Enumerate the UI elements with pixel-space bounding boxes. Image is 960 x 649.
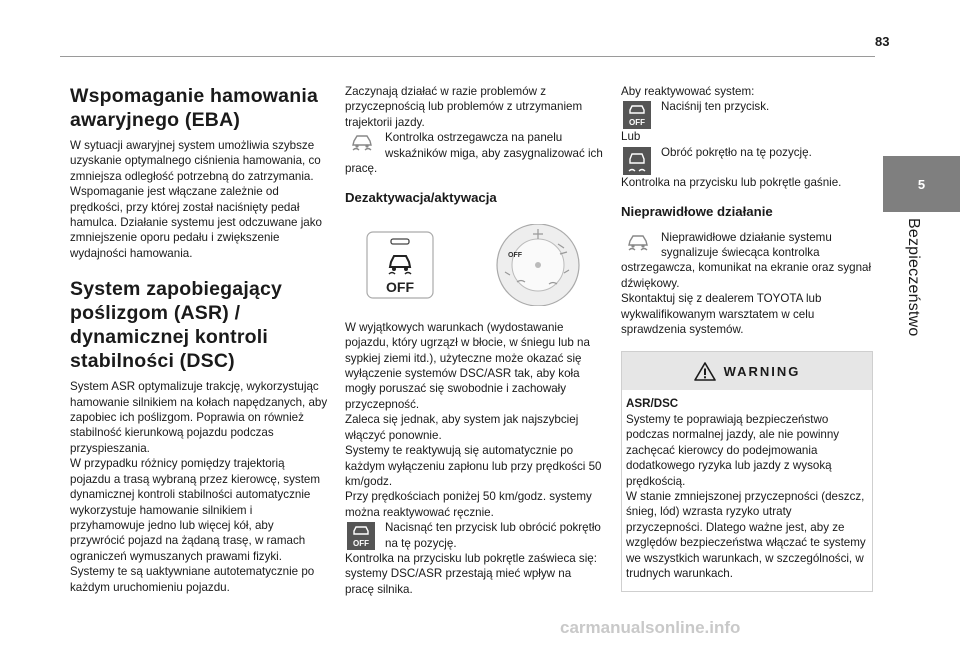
malfunction-text: Nieprawidłowe działanie systemu sygnalizuje świecąca kontrolka ostrzegawcza, komunikat na ekranie oraz sygnał dźwiękowy.	[621, 230, 872, 290]
intro-text: Zaczynają działać w razie problemów z przyczepnością lub problemów z utrzymaniem trajektorii jazdy.	[345, 85, 583, 129]
asr-text: System ASR optymalizuje trakcję, wykorzystując hamowanie silnikiem na kołach napędzanych, aby zapobiec ich poślizgom. Poprawia on również stabilność kierunkową pojazdu podczas przyspieszania.	[70, 380, 328, 455]
heading-deactivation: Dezaktywacja/aktywacja	[345, 190, 497, 206]
warning-text-2: W stanie zmniejszonej przyczepności (deszcz, śnieg, lód) wzrasta ryzyko utraty przyczepności. Dlatego ważne jest, aby ze względów bezpieczeństwa włączać te systemy we wszystkich warunkach, w szczególności, w trudnych warunkach.	[626, 489, 866, 580]
auto-reactivate-text: Systemy te reaktywują się automatycznie po każdym wyłączeniu zapłonu lub przy prędkości 50 km/godz.	[345, 444, 602, 488]
skid-warning-icon	[345, 132, 379, 154]
dsc-off-icon	[621, 101, 655, 129]
manual-reactivate-text: Przy prędkościach poniżej 50 km/godz. systemy można reaktywować ręcznie.	[345, 490, 592, 519]
column-left	[70, 84, 328, 595]
warning-text-1: Systemy te poprawiają bezpieczeństwo podczas normalnej jazdy, ale nie powinny zachęcać kierowcy do podejmowania dodatkowego ryzyka lub jazdy z wysoką prędkością.	[626, 412, 840, 488]
warning-light-text: Kontrolka ostrzegawcza na panelu wskaźników miga, aby zasygnalizować ich pracę.	[345, 131, 603, 176]
controls-illustration	[345, 224, 603, 306]
exceptional-text: W wyjątkowych warunkach (wydostawanie pojazdu, który ugrzązł w błocie, w śniegu lub na sypkiej ziemi itd.), użyteczne może okazać się wyłączenie systemów DSC/ASR tak, aby koła mogły poruszać się swobodnie i zachowały przyczepność.	[345, 320, 590, 411]
activation-text: Systemy te są uaktywniane autotematycznie po każdym uruchomieniu pojazdu.	[70, 565, 315, 594]
header-rule	[60, 56, 875, 57]
controls-figure	[345, 224, 603, 306]
reactivate-intro: Aby reaktywować system:	[621, 85, 755, 98]
svg-text:OFF: OFF	[508, 251, 522, 259]
svg-text:OFF: OFF	[629, 118, 645, 128]
svg-text:OFF: OFF	[386, 278, 414, 295]
svg-text:OFF: OFF	[353, 539, 369, 549]
warning-subtitle: ASR/DSC	[626, 397, 679, 411]
warning-header	[622, 352, 872, 390]
heading-eba: Wspomaganie hamowania awaryjnego (EBA)	[70, 85, 318, 131]
dsc-off-icon	[345, 522, 379, 550]
dsc-dial-icon	[621, 147, 655, 175]
heading-malfunction: Nieprawidłowe działanie	[621, 204, 773, 220]
warning-box	[621, 351, 873, 592]
dsc-text: W przypadku różnicy pomiędzy trajektorią pojazdu a trasą wybraną przez kierowcę, system dynamicznej kontroli stabilności automatycznie wykorzystuje hamowanie silnikiem i przyhamowuje jedno lub więcej kół, aby przywrócić pojazd na żądaną trasę, w ramach ograniczeń wymuszanych prawami fizyki.	[70, 457, 321, 563]
heading-asr-dsc: System zapobiegający poślizgom (ASR) / dynamicznej kontroli stabilności (DSC)	[70, 278, 283, 373]
press-button-text: Nacisnąć ten przycisk lub obrócić pokrętło na tę pozycję.	[385, 521, 601, 550]
indicator-off-text: Kontrolka na przycisku lub pokrętle gaśnie.	[621, 175, 842, 189]
skid-warning-icon	[621, 232, 655, 254]
contact-dealer-text: Skontaktuj się z dealerem TOYOTA lub wykwalifikowanym warsztatem w celu sprawdzenia systemów.	[621, 292, 822, 337]
chapter-tab: 5	[883, 156, 960, 212]
column-middle	[345, 84, 603, 597]
watermark: carmanualsonline.info	[560, 618, 741, 637]
eba-text: W sytuacji awaryjnej system umożliwia szybsze uzyskanie optymalnego ciśnienia hamowania, co zmniejsza odległość potrzebną do zatrzymania. Wspomaganie jest włączane zależnie od prędkości, przy której został naciśnięty pedał hamulca. Działanie systemu jest odczuwane jako zmniejszenie oporu pedału i zwiększenie wydajności hamowania.	[70, 139, 322, 260]
column-right	[621, 84, 879, 592]
page-number: 83	[875, 34, 890, 49]
indicator-on-text: Kontrolka na przycisku lub pokrętle zaświeca się: systemy DSC/ASR przestają mieć wpływ na pracę silnika.	[345, 551, 597, 596]
recommend-text: Zaleca się jednak, aby system jak najszybciej włączyć ponownie.	[345, 413, 579, 442]
press-text: Naciśnij ten przycisk.	[661, 100, 770, 114]
warning-body	[622, 390, 872, 591]
chapter-title: Bezpieczeństwo	[905, 218, 922, 337]
warning-triangle-icon	[694, 362, 716, 381]
warning-title: WARNING	[723, 363, 801, 379]
turn-dial-text: Obróć pokrętło na tę pozycję.	[661, 145, 812, 159]
or-text: Lub	[621, 130, 641, 144]
